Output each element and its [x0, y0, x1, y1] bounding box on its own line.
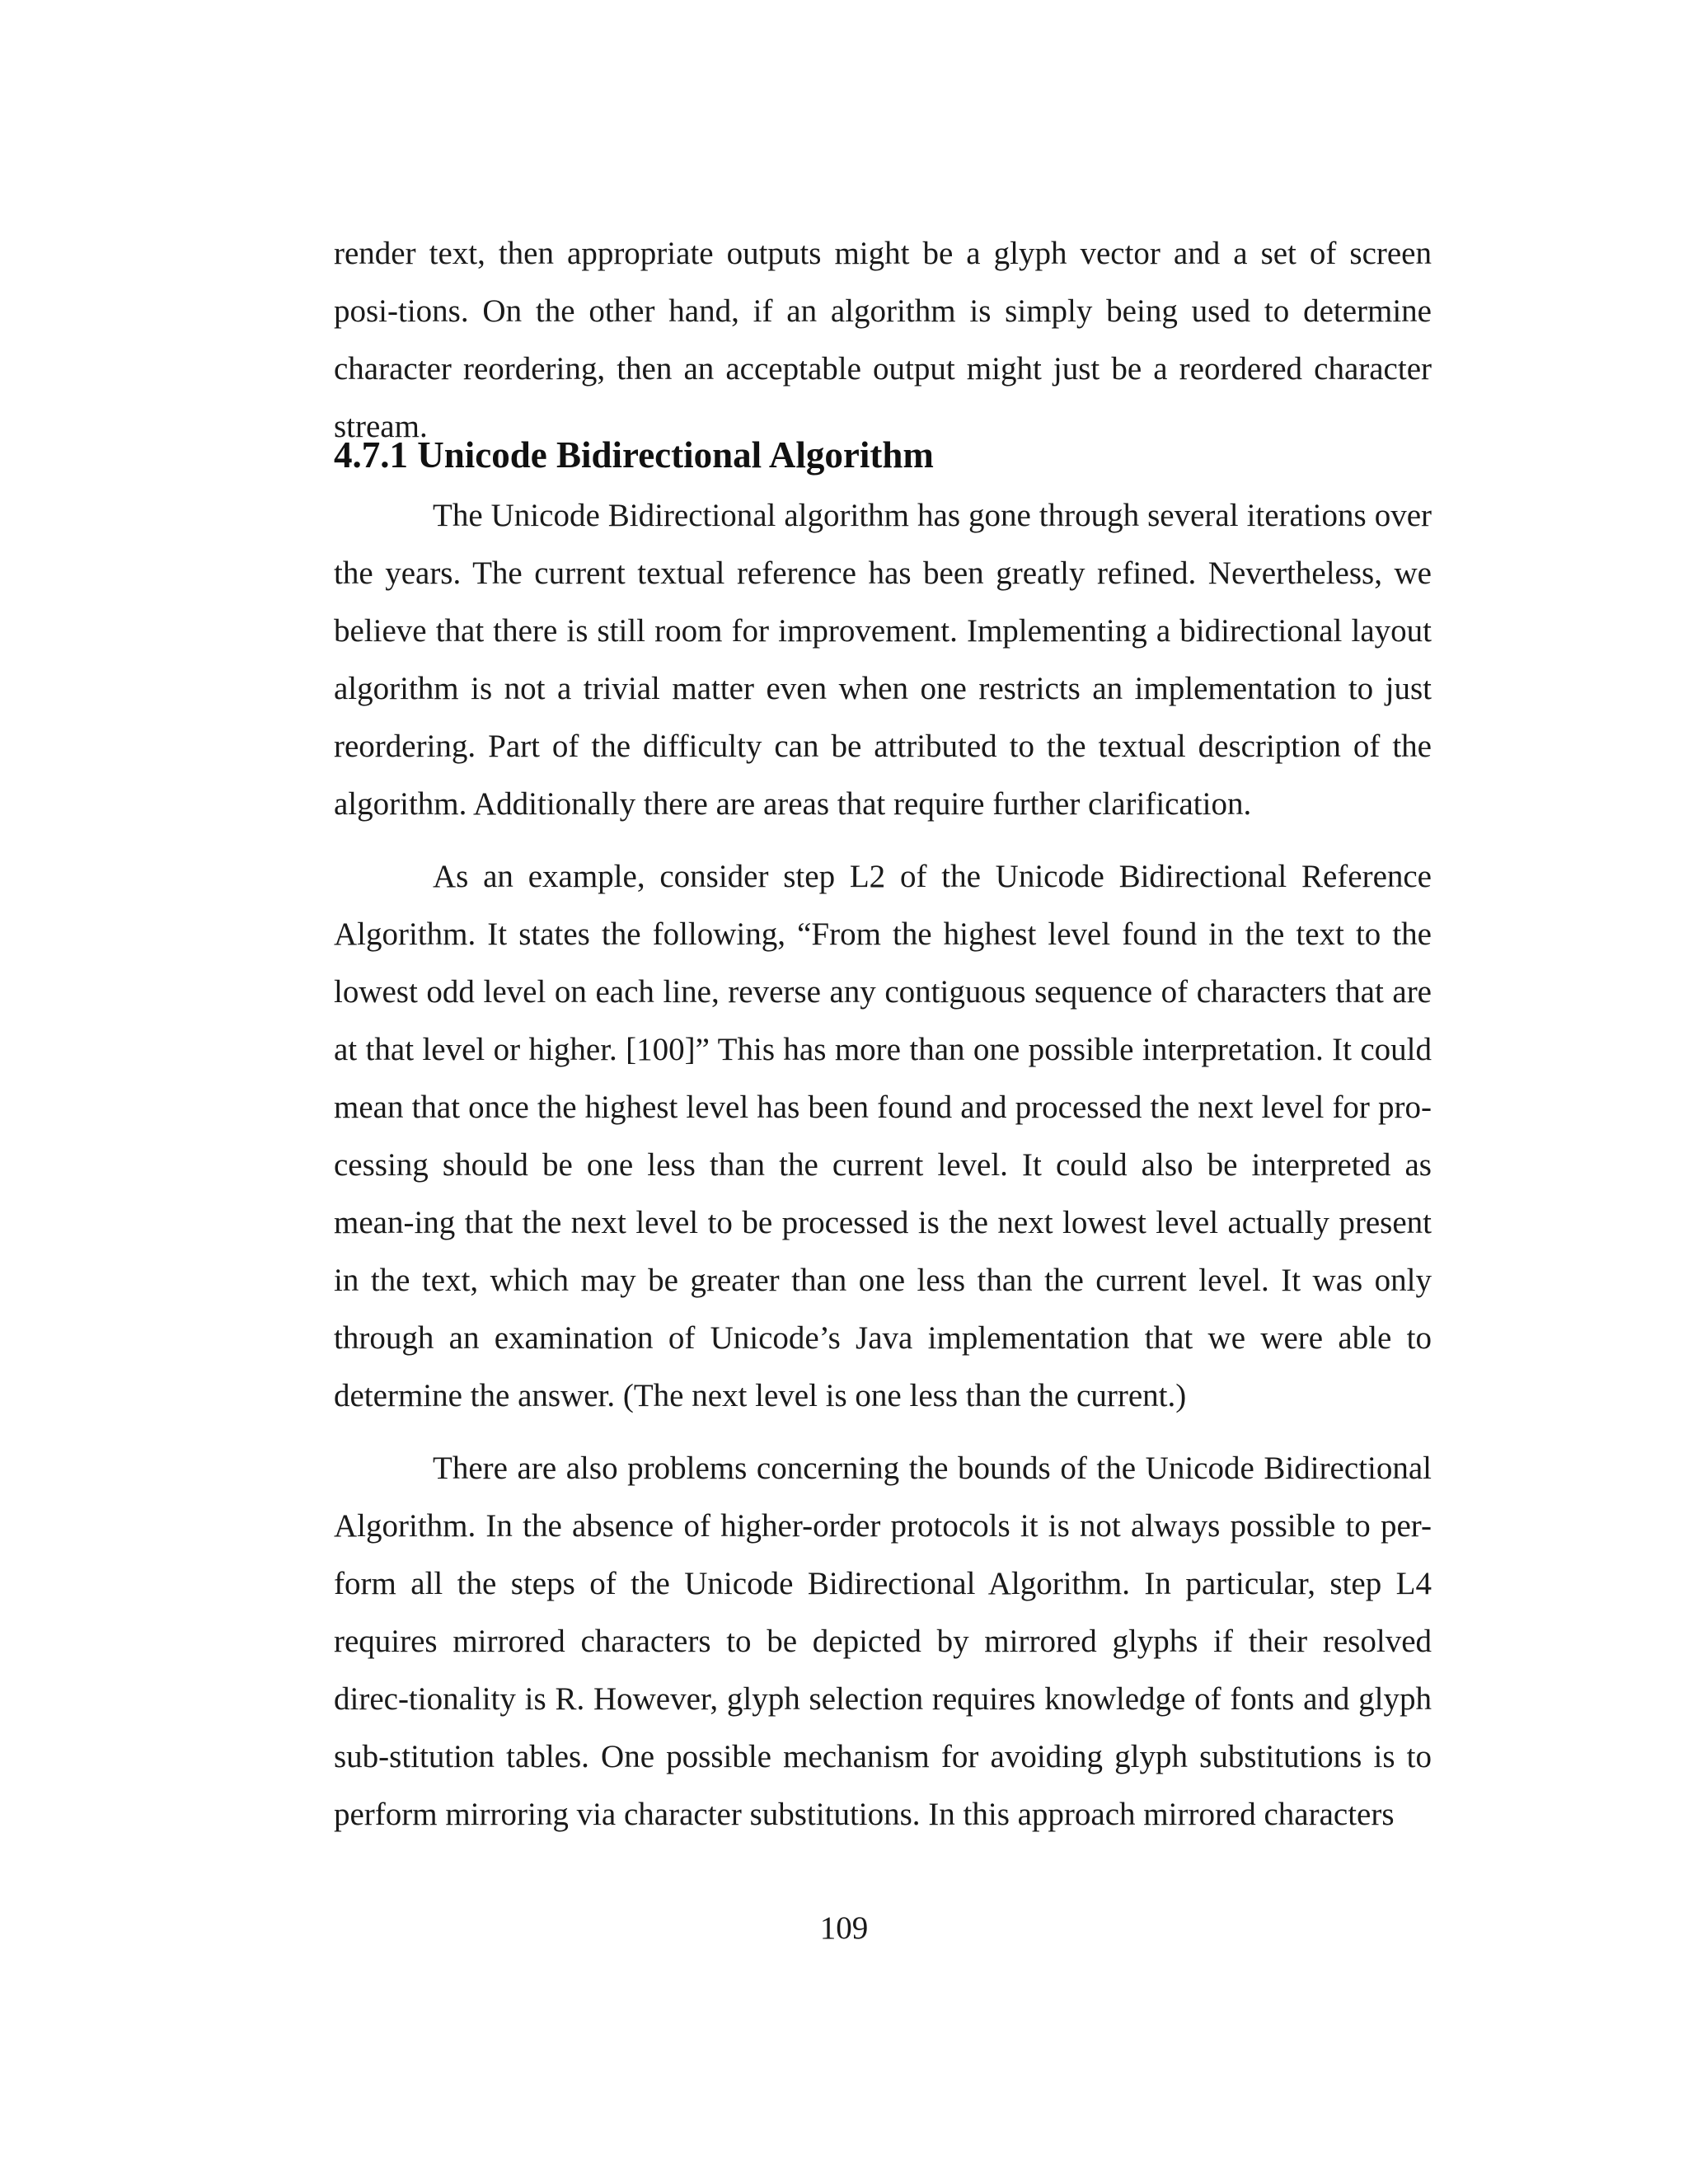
body-paragraph-3: There are also problems concerning the bounds of the Unicode Bidirectional Algorithm. In the absence of higher-order protocols it is not always possible to per-form all the steps of the Unicode Bidirectional Algorithm. In particular, step L4 requires mirrored characters to be depicted by mirrored glyphs if their resolved direc-tionality is R. However, glyph selection requires knowledge of fonts and glyph sub-stitution tables. One possible mechanism for avoiding glyph substitutions is to perform mirroring via character substitutions. In this approach mirrored characters: [334, 1451, 1432, 1832]
intro-paragraph-block: [334, 225, 1432, 456]
body-paragraph-2: As an example, consider step L2 of the Unicode Bidirectional Reference Algorithm. It states the following, “From the highest level found in the text to the lowest odd level on each line, reverse any contiguous sequence of characters that are at that level or higher. [100]” This has more than one possible interpretation. It could mean that once the highest level has been found and processed the next level for pro-cessing should be one less than the current level. It could also be interpreted as mean-ing that the next level to be processed is the next lowest level actually present in the text, which may be greater than one less than the current level. It was only through an examination of Unicode’s Java implementation that we were able to determine the answer. (The next level is one less than the current.): [334, 859, 1432, 1413]
intro-paragraph: render text, then appropriate outputs might be a glyph vector and a set of screen posi-tions. On the other hand, if an algorithm is simply being used to determine character reordering, then an acceptable output might just be a reordered character stream.: [334, 236, 1432, 444]
section-heading: 4.7.1 Unicode Bidirectional Algorithm: [334, 434, 934, 476]
body-paragraph-1: The Unicode Bidirectional algorithm has gone through several iterations over the years. The current textual reference has been greatly refined. Nevertheless, we believe that there is still room for improvement. Implementing a bidirectional layout algorithm is not a trivial matter even when one restricts an implementation to just reordering. Part of the difficulty can be attributed to the textual description of the algorithm. Additionally there are areas that require further clarification.: [334, 498, 1432, 822]
page-number: 109: [819, 1910, 869, 1946]
section-body: [334, 487, 1432, 1844]
